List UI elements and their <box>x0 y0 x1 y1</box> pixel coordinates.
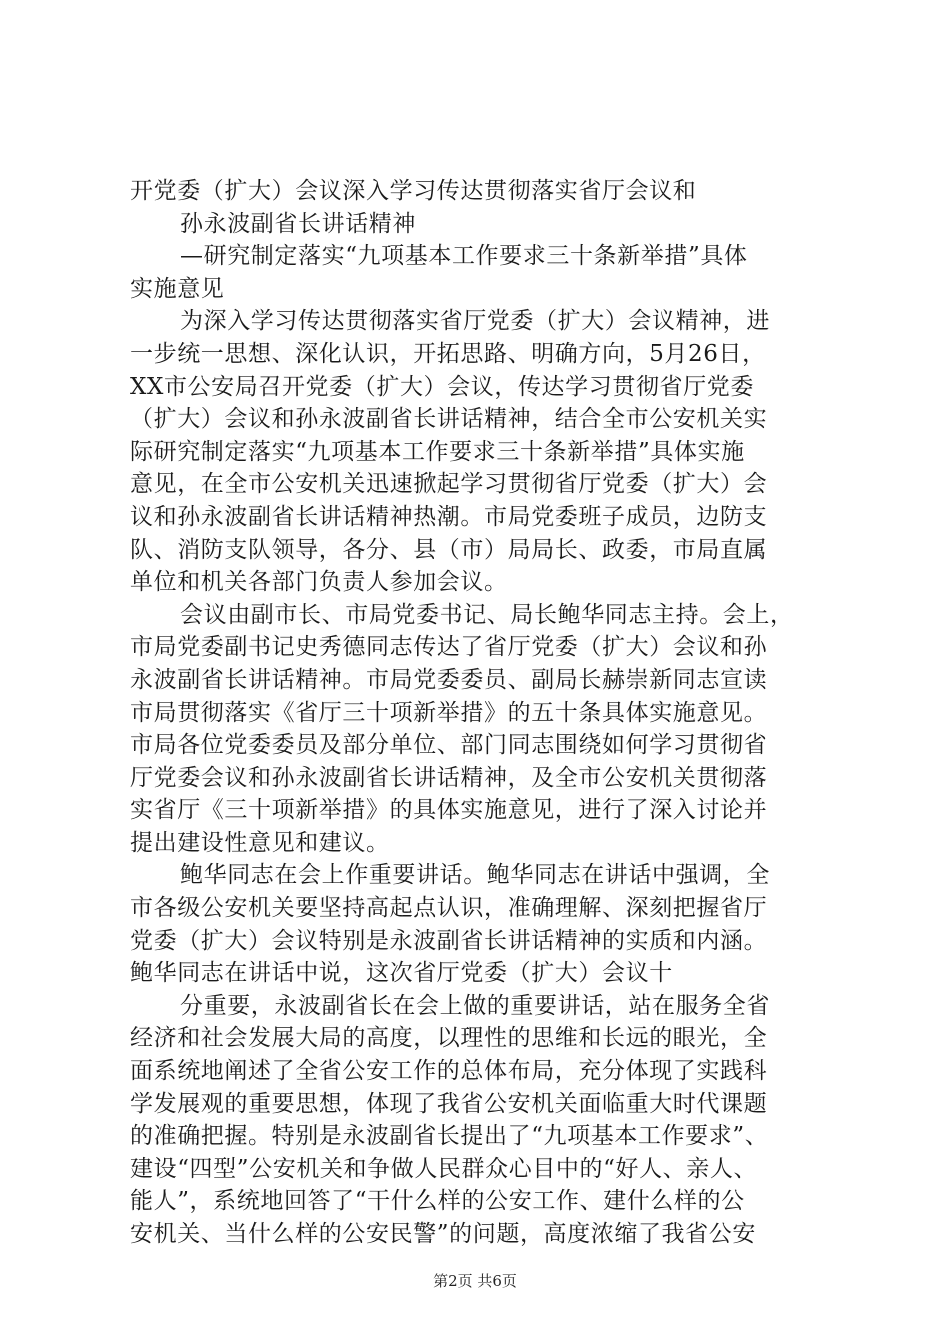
paragraph-line: 为深入学习传达贯彻落实省厅党委（扩大）会议精神，进 <box>180 308 770 335</box>
paragraph-line: 安机关、当什么样的公安民警”的问题，高度浓缩了我省公安 <box>130 1221 756 1247</box>
paragraph-line: 际研究制定落实“九项基本工作要求三十条新举措”具体实施 <box>130 438 745 465</box>
title-line: 开党委（扩大）会议深入学习传达贯彻落实省厅会议和 <box>130 178 697 204</box>
paragraph-line: 党委（扩大）会议特别是永波副省长讲话精神的实质和内涵。 <box>130 927 768 954</box>
subtitle-line: —研究制定落实“九项基本工作要求三十条新举措”具体 <box>180 243 748 270</box>
subtitle-line: 实施意见 <box>130 275 225 302</box>
title-line: 孙永波副省长讲话精神 <box>180 210 416 237</box>
paragraph-line: 厅党委会议和孙永波副省长讲话精神，及全市公安机关贯彻落 <box>130 764 768 791</box>
paragraph-line: 市局贯彻落实《省厅三十项新举措》的五十条具体实施意见。 <box>130 699 768 726</box>
paragraph-line: 经济和社会发展大局的高度，以理性的思维和长远的眼光，全 <box>130 1025 768 1052</box>
paragraph-line: 学发展观的重要思想，体现了我省公安机关面临重大时代课题 <box>130 1090 768 1117</box>
paragraph-line: 鲍华同志在讲话中说，这次省厅党委（扩大）会议十 <box>130 960 673 987</box>
paragraph-line: 建设“四型”公安机关和争做人民群众心目中的“好人、亲人、 <box>130 1155 758 1182</box>
paragraph-line: 意见，在全市公安机关迅速掀起学习贯彻省厅党委（扩大）会 <box>130 471 768 498</box>
paragraph-line: 市局各位党委委员及部分单位、部门同志围绕如何学习贯彻省 <box>130 732 768 759</box>
paragraph-line: 的准确把握。特别是永波副省长提出了“九项基本工作要求”、 <box>130 1123 769 1150</box>
paragraph-line: 议和孙永波副省长讲话精神热潮。市局党委班子成员，边防支 <box>130 503 768 530</box>
paragraph-line: 永波副省长讲话精神。市局党委委员、副局长赫崇新同志宣读 <box>130 666 768 693</box>
paragraph-line: 实省厅《三十项新举措》的具体实施意见，进行了深入讨论并 <box>130 797 768 824</box>
paragraph-line: 分重要，永波副省长在会上做的重要讲话，站在服务全省 <box>180 992 770 1019</box>
paragraph-line: （扩大）会议和孙永波副省长讲话精神，结合全市公安机关实 <box>130 406 768 433</box>
paragraph-line: 市各级公安机关要坚持高起点认识，准确理解、深刻把握省厅 <box>130 895 768 922</box>
paragraph-line: 市局党委副书记史秀德同志传达了省厅党委（扩大）会议和孙 <box>130 634 768 661</box>
paragraph-line: 单位和机关各部门负责人参加会议。 <box>130 569 508 596</box>
paragraph-line: 提出建设性意见和建议。 <box>130 829 390 856</box>
paragraph-line: 能人”，系统地回答了“干什么样的公安工作、建什么样的公 <box>130 1188 745 1215</box>
page-number-footer: 第2页 共6页 <box>433 1272 517 1290</box>
paragraph-line: XX市公安局召开党委（扩大）会议，传达学习贯彻省厅党委 <box>130 373 754 400</box>
paragraph-line: 面系统地阐述了全省公安工作的总体布局，充分体现了实践科 <box>130 1058 768 1085</box>
document-body <box>130 175 830 1251</box>
paragraph-line: 队、消防支队领导，各分、县（市）局局长、政委，市局直属 <box>130 536 768 563</box>
paragraph-line: 一步统一思想、深化认识，开拓思路、明确方向，5月26日， <box>130 340 766 367</box>
paragraph-line: 会议由副市长、市局党委书记、局长鲍华同志主持。会上， <box>180 601 794 628</box>
paragraph-line: 鲍华同志在会上作重要讲话。鲍华同志在讲话中强调，全 <box>180 862 770 889</box>
